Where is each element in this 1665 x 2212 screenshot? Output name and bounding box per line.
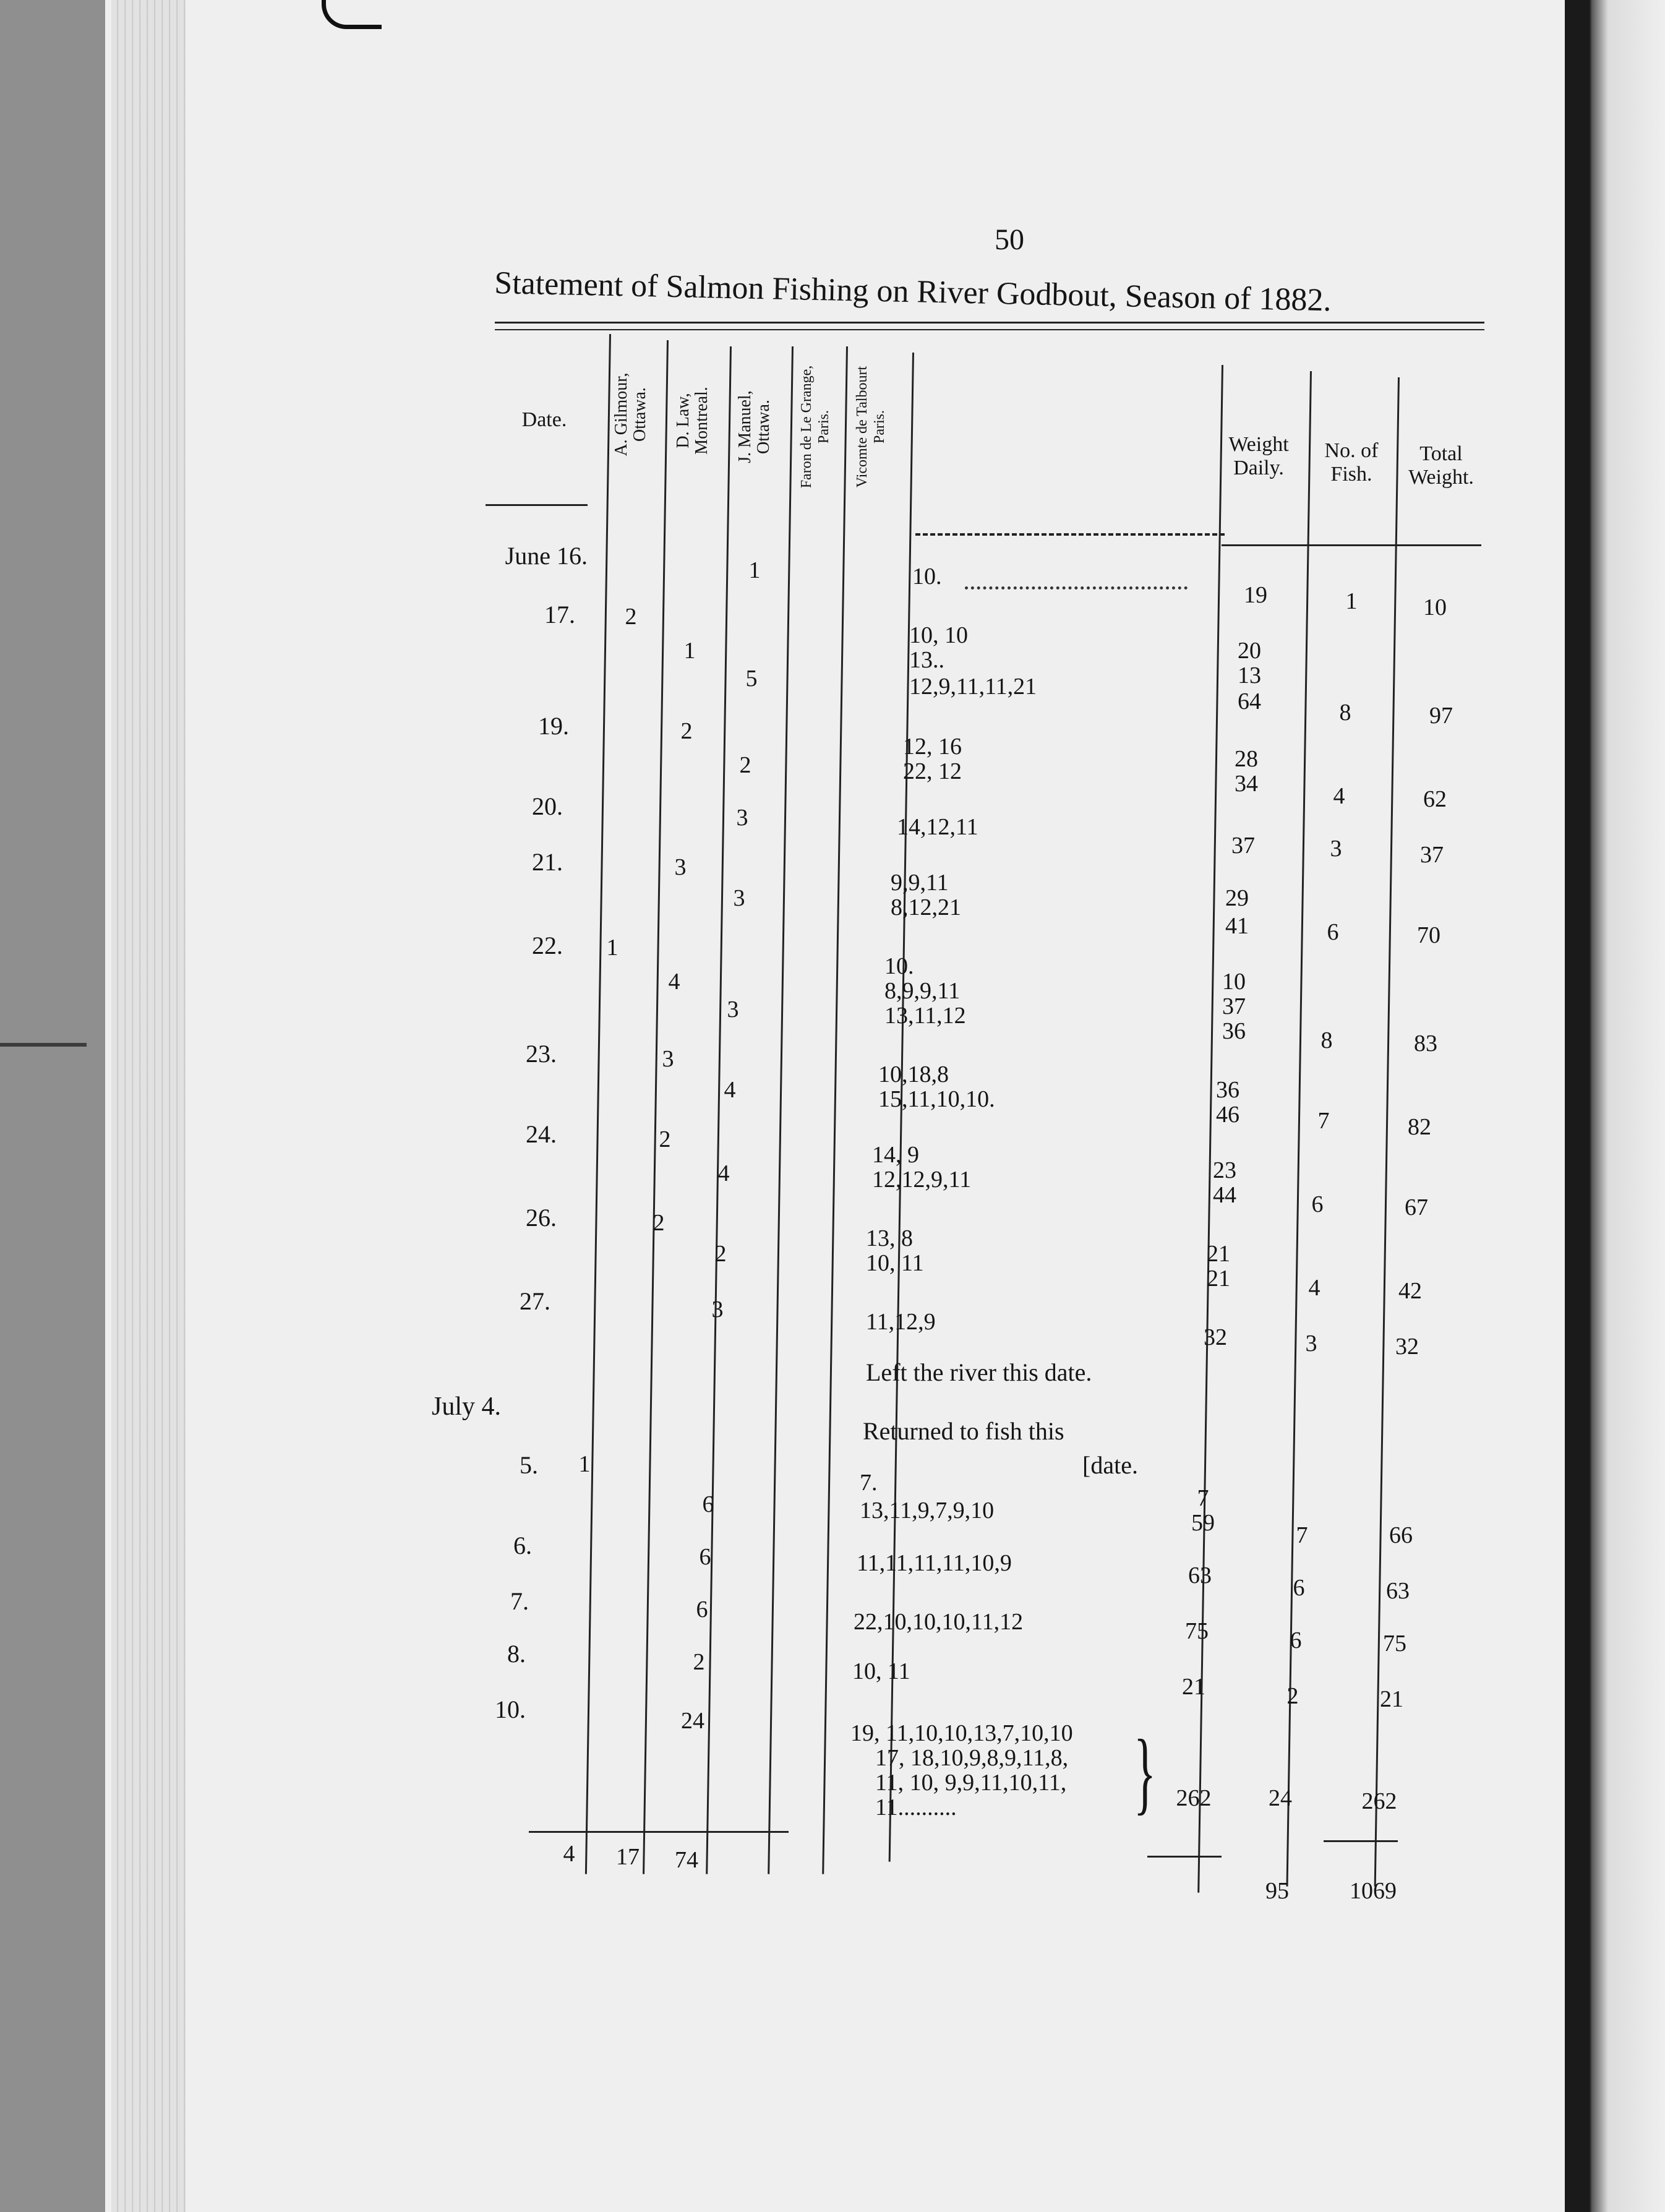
weights-list: 10, 10 — [909, 622, 968, 648]
note-returned: Returned to fish this — [863, 1417, 1064, 1445]
total-weight: 97 — [1429, 703, 1453, 729]
no-of-fish: 1 — [1345, 588, 1358, 614]
no-of-fish: 7 — [1296, 1522, 1308, 1548]
weight-daily: 63 — [1188, 1563, 1212, 1588]
weight-daily: 10 — [1222, 969, 1246, 995]
weights-list: 14, 9 — [872, 1142, 919, 1168]
angler-header-law — [674, 346, 711, 495]
no-of-fish: 24 — [1269, 1785, 1292, 1811]
angler-header-gilmour — [612, 340, 649, 489]
title-rule — [495, 322, 1484, 324]
weights-list: 14,12,11 — [897, 814, 978, 840]
totals-rule — [1324, 1840, 1398, 1842]
fish-count: 2 — [739, 752, 751, 778]
weights-list: 12,12,9,11 — [872, 1167, 972, 1193]
weights-list: 22,10,10,10,11,12 — [854, 1609, 1024, 1635]
weight-daily: 32 — [1204, 1324, 1227, 1350]
row-date: 24. — [526, 1120, 557, 1148]
book-spine — [1565, 0, 1665, 2212]
fish-count: 1 — [748, 557, 761, 583]
no-of-fish: 8 — [1339, 700, 1351, 726]
total-gilmour: 4 — [563, 1841, 575, 1867]
fish-count: 3 — [727, 997, 739, 1022]
fish-count: 5 — [745, 666, 758, 692]
weight-daily: 19 — [1244, 582, 1267, 608]
fish-count: 1 — [578, 1451, 591, 1477]
weights-list: 22, 12 — [903, 758, 962, 784]
total-weight: 32 — [1395, 1334, 1419, 1360]
row-date: 6. — [513, 1532, 532, 1559]
weight-daily-header — [1222, 433, 1296, 480]
fish-count: 24 — [681, 1708, 704, 1734]
weight-daily: 36 — [1216, 1077, 1239, 1103]
total-manuel: 74 — [675, 1847, 698, 1873]
angler-place: Paris. — [816, 410, 832, 444]
no-of-fish: 4 — [1308, 1275, 1320, 1301]
fish-count: 3 — [674, 854, 687, 880]
leader-dots — [965, 586, 1188, 589]
row-date: 7. — [510, 1587, 529, 1615]
no-of-fish: 6 — [1290, 1627, 1302, 1653]
angler-name: J. Manuel, — [735, 390, 755, 463]
weight-daily: 21 — [1207, 1266, 1230, 1292]
weight-daily: 262 — [1176, 1785, 1212, 1811]
total-weight: 42 — [1398, 1278, 1422, 1304]
fish-count: 4 — [668, 969, 680, 995]
total-law: 17 — [616, 1844, 640, 1870]
weights-list: 9,9,11 — [891, 870, 949, 896]
row-date: 19. — [538, 712, 569, 740]
total-fish: 95 — [1265, 1878, 1289, 1904]
weights-list: 10. — [912, 564, 942, 589]
no-of-fish: 6 — [1311, 1191, 1324, 1217]
fish-count: 2 — [653, 1210, 665, 1236]
angler-header-manuel — [736, 353, 773, 501]
weights-list: 8,12,21 — [891, 894, 961, 920]
angler-name: A. Gilmour, — [612, 372, 631, 457]
header-line: No. of — [1324, 439, 1379, 462]
row-date: 22. — [532, 932, 563, 959]
totals-rule — [1147, 1856, 1222, 1858]
fish-count: 1 — [606, 935, 618, 961]
angler-place: Ottawa. — [754, 400, 773, 454]
row-date: July 4. — [431, 1392, 501, 1421]
no-of-fish: 2 — [1286, 1683, 1299, 1709]
fish-count: 3 — [733, 885, 745, 911]
fish-count: 6 — [696, 1597, 708, 1623]
fish-count: 3 — [662, 1046, 674, 1072]
weight-daily: 21 — [1182, 1674, 1205, 1700]
weights-list: 11, 10, 9,9,11,10,11, — [875, 1770, 1067, 1796]
row-date: 5. — [520, 1451, 538, 1479]
total-weight: 37 — [1420, 842, 1444, 868]
fish-count: 2 — [659, 1126, 671, 1152]
weight-daily: 37 — [1231, 833, 1255, 859]
weight-daily: 34 — [1235, 771, 1258, 797]
weight-daily: 23 — [1213, 1157, 1236, 1183]
weights-list: 12,9,11,11,21 — [909, 674, 1037, 700]
totals-rule — [529, 1831, 789, 1833]
weight-daily: 64 — [1238, 688, 1261, 714]
no-of-fish: 8 — [1320, 1027, 1333, 1053]
weight-daily: 46 — [1216, 1102, 1239, 1128]
row-date: 10. — [495, 1695, 526, 1723]
fish-count: 4 — [724, 1077, 736, 1103]
page-edge-mark — [0, 1043, 87, 1047]
weights-list: 8,9,9,11 — [884, 978, 961, 1004]
row-date: 20. — [532, 792, 563, 820]
fish-count: 3 — [711, 1297, 724, 1322]
weights-list: 12, 16 — [903, 734, 962, 760]
angler-name: D. Law, — [674, 393, 693, 448]
weight-daily: 28 — [1235, 746, 1258, 772]
header-line: Daily. — [1233, 457, 1284, 479]
weight-daily: 75 — [1185, 1618, 1209, 1644]
weights-list: 17, 18,10,9,8,9,11,8, — [875, 1745, 1069, 1771]
weights-list: 13.. — [909, 647, 944, 673]
note-left-river: Left the river this date. — [866, 1358, 1092, 1386]
fish-count: 2 — [680, 718, 693, 744]
row-date: 27. — [520, 1287, 550, 1315]
weight-daily: 36 — [1222, 1018, 1246, 1044]
angler-header-le-grange — [798, 346, 832, 507]
fish-count: 6 — [699, 1544, 711, 1570]
fish-count: 2 — [714, 1241, 727, 1267]
row-date: 8. — [507, 1640, 526, 1668]
total-weight-header — [1395, 442, 1487, 489]
weight-daily: 59 — [1191, 1510, 1215, 1536]
header-line: Fish. — [1330, 463, 1372, 486]
weights-list: 13,11,9,7,9,10 — [860, 1498, 995, 1524]
note-returned-cont: [date. — [1082, 1451, 1138, 1479]
page-title: Statement of Salmon Fishing on River Godbout, Season of 1882. — [494, 265, 1332, 319]
weights-list: 10,18,8 — [878, 1061, 949, 1087]
row-date: 17. — [544, 601, 575, 628]
total-weight: 75 — [1383, 1631, 1406, 1657]
total-weight: 70 — [1417, 922, 1440, 948]
right-brace: } — [1134, 1721, 1156, 1824]
weights-list: 10, 11 — [852, 1658, 910, 1684]
date-column-header: Date. — [521, 408, 567, 431]
angler-name: Vicomte de Talbourt — [854, 366, 870, 488]
weights-list: 11.......... — [875, 1794, 957, 1820]
weights-list: 10, 11 — [866, 1250, 924, 1276]
total-weight: 67 — [1405, 1194, 1428, 1220]
weight-daily: 29 — [1225, 885, 1249, 911]
no-of-fish: 7 — [1317, 1108, 1330, 1134]
header-bottom-rule — [915, 533, 1225, 536]
fish-count: 1 — [683, 638, 696, 664]
total-weight: 63 — [1386, 1578, 1410, 1604]
total-weight: 62 — [1423, 786, 1447, 812]
weights-list: 10. — [884, 953, 914, 979]
angler-header-talbourt — [854, 340, 888, 513]
page-edges — [111, 0, 186, 2212]
fish-count: 4 — [717, 1160, 730, 1186]
angler-place: Montreal. — [692, 387, 711, 455]
header-bottom-rule — [1222, 544, 1481, 546]
no-of-fish: 3 — [1305, 1331, 1317, 1357]
weight-daily: 7 — [1197, 1485, 1209, 1511]
title-rule — [495, 329, 1484, 330]
weight-daily: 44 — [1213, 1182, 1236, 1208]
weight-daily: 21 — [1207, 1241, 1230, 1267]
weight-daily: 13 — [1238, 662, 1261, 688]
header-line: Weight — [1228, 433, 1289, 456]
fish-count: 2 — [693, 1649, 705, 1675]
fish-count: 2 — [625, 604, 637, 630]
total-weight: 83 — [1414, 1031, 1437, 1057]
no-of-fish-header — [1311, 439, 1392, 486]
weight-daily: 37 — [1222, 993, 1246, 1019]
row-date: 21. — [532, 848, 563, 876]
page-number: 50 — [995, 223, 1024, 256]
no-of-fish: 6 — [1293, 1575, 1305, 1601]
weight-daily: 41 — [1225, 913, 1249, 939]
total-weight: 82 — [1408, 1114, 1431, 1140]
weights-list: 15,11,10,10. — [878, 1086, 995, 1112]
weights-list: 13,11,12 — [884, 1003, 966, 1029]
weights-list: 11,12,9 — [866, 1309, 936, 1335]
angler-place: Ottawa. — [630, 387, 649, 442]
no-of-fish: 3 — [1330, 836, 1342, 862]
weights-list: 19, 11,10,10,13,7,10,10 — [850, 1720, 1073, 1746]
header-bottom-rule — [486, 504, 588, 506]
no-of-fish: 4 — [1333, 783, 1345, 809]
total-weight: 21 — [1380, 1686, 1403, 1712]
header-line: Weight. — [1408, 466, 1474, 489]
no-of-fish: 6 — [1327, 919, 1339, 945]
weights-list: 11,11,11,11,10,9 — [857, 1550, 1012, 1576]
weights-list: 7. — [860, 1470, 878, 1496]
row-date: June 16. — [505, 542, 588, 570]
total-weight: 262 — [1361, 1788, 1397, 1814]
weight-daily: 20 — [1238, 638, 1261, 664]
angler-name: Faron de Le Grange, — [798, 365, 815, 489]
total-weight: 10 — [1423, 594, 1447, 620]
header-line: Total — [1419, 442, 1463, 465]
total-weight-sum: 1069 — [1350, 1878, 1397, 1904]
fish-count: 6 — [702, 1491, 714, 1517]
fish-count: 3 — [736, 805, 748, 831]
angler-place: Paris. — [871, 410, 888, 444]
row-date: 23. — [526, 1040, 557, 1068]
total-weight: 66 — [1389, 1522, 1413, 1548]
weights-list: 13, 8 — [866, 1225, 913, 1251]
row-date: 26. — [526, 1204, 557, 1232]
